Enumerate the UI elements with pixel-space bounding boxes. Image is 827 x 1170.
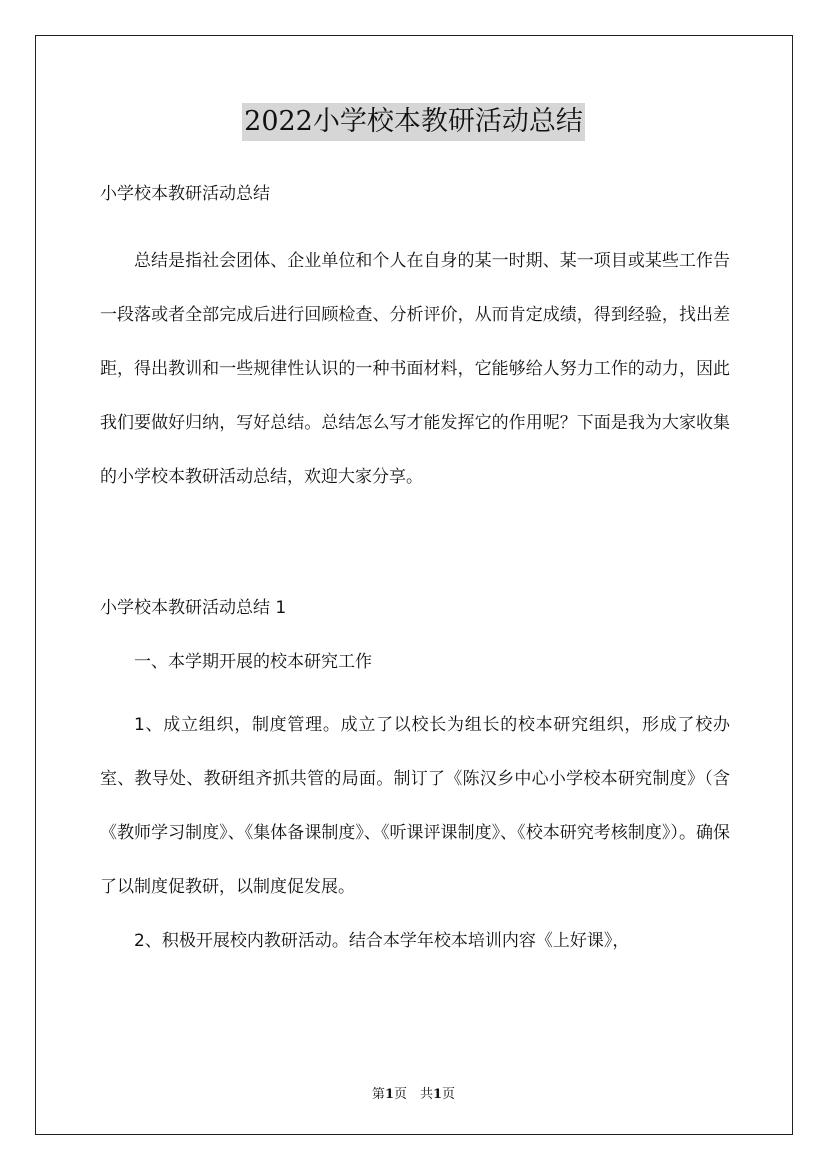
list-item-1: 1、成立组织，制度管理。成立了以校长为组长的校本研究组织，形成了校办室、教导处、教研组齐抓共管的局面。制订了《陈汉乡中心小学校本研究制度》（含《教师学习制度》、《集体备课制度》、《听课评课制度》、《校本研究考核制度》）。确保了以制度促教研，以制度促发展。	[100, 715, 730, 897]
intro-heading: 小学校本教研活动总结	[100, 184, 270, 204]
section-subheading: 一、本学期开展的校本研究工作	[134, 652, 372, 672]
footer-page-number: 1	[384, 1087, 394, 1102]
footer-suffix: 页	[442, 1087, 456, 1102]
footer-page-total: 1	[433, 1087, 443, 1102]
list-item-2: 2、积极开展校内教研活动。结合本学年校本培训内容《上好课》，	[134, 931, 630, 951]
page-footer	[0, 1083, 827, 1102]
document-title: 2022小学校本教研活动总结	[242, 103, 585, 141]
title-container	[0, 103, 827, 141]
section-heading: 小学校本教研活动总结 1	[100, 598, 287, 618]
footer-prefix: 第	[371, 1087, 385, 1102]
document-body	[100, 176, 730, 968]
footer-mid: 页 共	[393, 1087, 433, 1102]
intro-paragraph: 总结是指社会团体、企业单位和个人在自身的某一时期、某一项目或某些工作告一段落或者全部完成后进行回顾检查、分析评价，从而肯定成绩，得到经验，找出差距，得出教训和一些规律性认识的一种书面材料，它能够给人努力工作的动力，因此我们要做好归纳，写好总结。总结怎么写才能发挥它的作用呢？下面是我为大家收集的小学校本教研活动总结，欢迎大家分享。	[100, 251, 730, 487]
